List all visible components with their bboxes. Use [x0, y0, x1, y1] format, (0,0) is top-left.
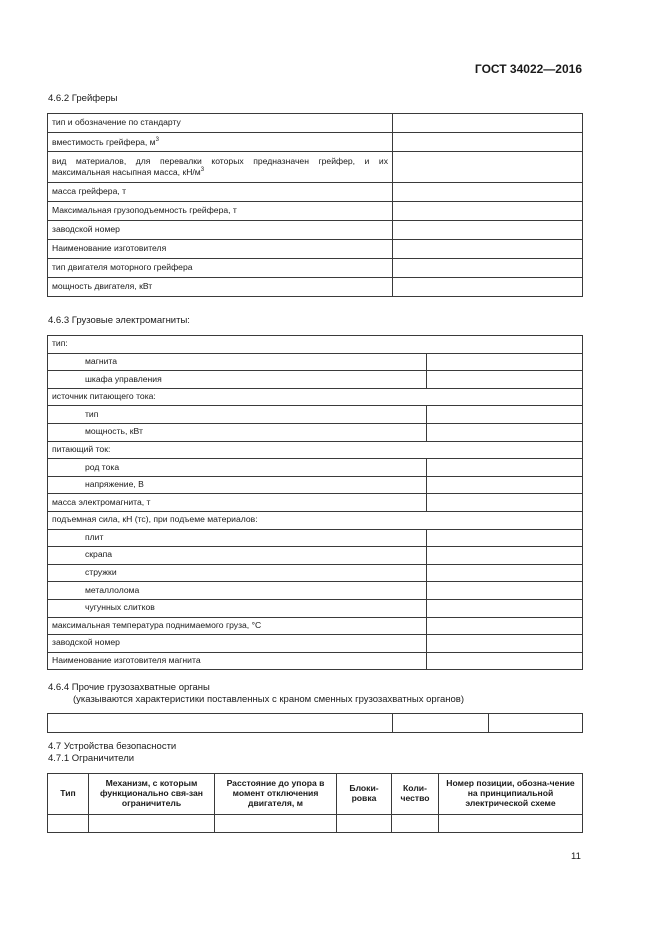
table-row: [48, 494, 583, 512]
value-cell[interactable]: [215, 815, 337, 833]
table-row: [48, 240, 583, 259]
table-row: [48, 183, 583, 202]
value-cell[interactable]: [393, 259, 583, 278]
row-label: вместимость грейфера, $м^3$: [48, 133, 393, 152]
row-label: Максимальная грузоподъемность грейфера, т: [48, 202, 393, 221]
table-row: [48, 564, 583, 582]
table-row: [48, 547, 583, 565]
value-cell[interactable]: [48, 714, 393, 733]
row-label: напряжение, В: [48, 476, 427, 494]
row-label: мощность двигателя, кВт: [48, 278, 393, 297]
row-label: тип двигателя моторного грейфера: [48, 259, 393, 278]
table-row: [48, 652, 583, 670]
column-header: Номер позиции, обозна-чение на принципиальной электрической схеме: [439, 774, 583, 815]
limiters-table: [47, 773, 583, 833]
value-cell[interactable]: [427, 476, 583, 494]
value-cell[interactable]: [427, 406, 583, 424]
value-cell[interactable]: [427, 547, 583, 565]
value-cell[interactable]: [393, 221, 583, 240]
value-cell[interactable]: [427, 459, 583, 477]
column-header: Расстояние до упора в момент отключения двигателя, м: [215, 774, 337, 815]
row-label: шкафа управления: [48, 371, 427, 389]
table-row: [48, 406, 583, 424]
table-row: [48, 617, 583, 635]
table-row: [48, 133, 583, 152]
section-other-note: (указываются характеристики поставленных с краном сменных грузозахватных органов): [73, 694, 464, 705]
value-cell[interactable]: [489, 714, 583, 733]
row-label: скрапа: [48, 547, 427, 565]
value-cell[interactable]: [393, 183, 583, 202]
value-cell[interactable]: [48, 815, 89, 833]
value-cell[interactable]: [337, 815, 392, 833]
column-header: Тип: [48, 774, 89, 815]
table-row: [48, 599, 583, 617]
value-cell[interactable]: [393, 278, 583, 297]
value-cell[interactable]: [393, 114, 583, 133]
table-row: [48, 278, 583, 297]
table-row: [48, 815, 583, 833]
table-row: [48, 423, 583, 441]
row-label: максимальная температура поднимаемого груза, °С: [48, 617, 427, 635]
row-label: подъемная сила, кН (тс), при подъеме материалов:: [48, 511, 583, 529]
table-row: [48, 152, 583, 183]
table-row: [48, 714, 583, 733]
row-label: заводской номер: [48, 221, 393, 240]
table-row: [48, 114, 583, 133]
table-row: [48, 529, 583, 547]
value-cell[interactable]: [392, 815, 439, 833]
value-cell[interactable]: [393, 202, 583, 221]
row-label: тип: [48, 406, 427, 424]
row-label: род тока: [48, 459, 427, 477]
value-cell[interactable]: [427, 635, 583, 653]
value-cell[interactable]: [427, 582, 583, 600]
value-cell[interactable]: [427, 494, 583, 512]
row-label: питающий ток:: [48, 441, 583, 459]
value-cell[interactable]: [439, 815, 583, 833]
value-cell[interactable]: [393, 714, 489, 733]
row-label: источник питающего тока:: [48, 388, 583, 406]
value-cell[interactable]: [427, 529, 583, 547]
section-limiters-heading: 4.7.1 Ограничители: [48, 753, 135, 764]
value-cell[interactable]: [427, 564, 583, 582]
row-label: чугунных слитков: [48, 599, 427, 617]
section-magnets-heading: 4.6.3 Грузовые электромагниты:: [48, 315, 190, 326]
value-cell[interactable]: [427, 353, 583, 371]
page-number: 11: [571, 851, 581, 862]
table-row: [48, 259, 583, 278]
table-header-row: [48, 774, 583, 815]
table-row: [48, 388, 583, 406]
row-label: металлолома: [48, 582, 427, 600]
table-row: [48, 459, 583, 477]
value-cell[interactable]: [427, 617, 583, 635]
row-label: масса электромагнита, т: [48, 494, 427, 512]
table-row: [48, 476, 583, 494]
table-row: [48, 202, 583, 221]
row-label: мощность, кВт: [48, 423, 427, 441]
column-header: Механизм, с которым функционально свя-зан ограничитель: [89, 774, 215, 815]
row-label: масса грейфера, т: [48, 183, 393, 202]
column-header: Блоки-ровка: [337, 774, 392, 815]
table-row: [48, 582, 583, 600]
table-row: [48, 441, 583, 459]
value-cell[interactable]: [393, 152, 583, 183]
row-label: плит: [48, 529, 427, 547]
value-cell[interactable]: [393, 133, 583, 152]
column-header: Коли-чество: [392, 774, 439, 815]
row-label: тип и обозначение по стандарту: [48, 114, 393, 133]
table-row: [48, 353, 583, 371]
magnets-table: [47, 335, 583, 670]
value-cell[interactable]: [393, 240, 583, 259]
section-safety-heading: 4.7 Устройства безопасности: [48, 741, 177, 752]
value-cell[interactable]: [427, 423, 583, 441]
table-row: [48, 635, 583, 653]
row-label: магнита: [48, 353, 427, 371]
table-row: [48, 221, 583, 240]
row-label: стружки: [48, 564, 427, 582]
row-label: заводской номер: [48, 635, 427, 653]
value-cell[interactable]: [89, 815, 215, 833]
value-cell[interactable]: [427, 371, 583, 389]
row-label: тип:: [48, 336, 583, 354]
row-label: Наименование изготовителя: [48, 240, 393, 259]
grabs-table: [47, 113, 583, 297]
section-other-heading: 4.6.4 Прочие грузозахватные органы: [48, 682, 210, 693]
table-row: [48, 511, 583, 529]
table-row: [48, 336, 583, 354]
section-grabs-heading: 4.6.2 Грейферы: [48, 93, 118, 104]
row-label: вид материалов, для перевалки которых предназначен грейфер, и их максимальная насыпная масса, $кН/м^3$: [48, 152, 393, 183]
other-devices-table: [47, 713, 583, 733]
value-cell[interactable]: [427, 599, 583, 617]
value-cell[interactable]: [427, 652, 583, 670]
row-label: Наименование изготовителя магнита: [48, 652, 427, 670]
table-row: [48, 371, 583, 389]
standard-code: ГОСТ 34022—2016: [474, 62, 582, 76]
